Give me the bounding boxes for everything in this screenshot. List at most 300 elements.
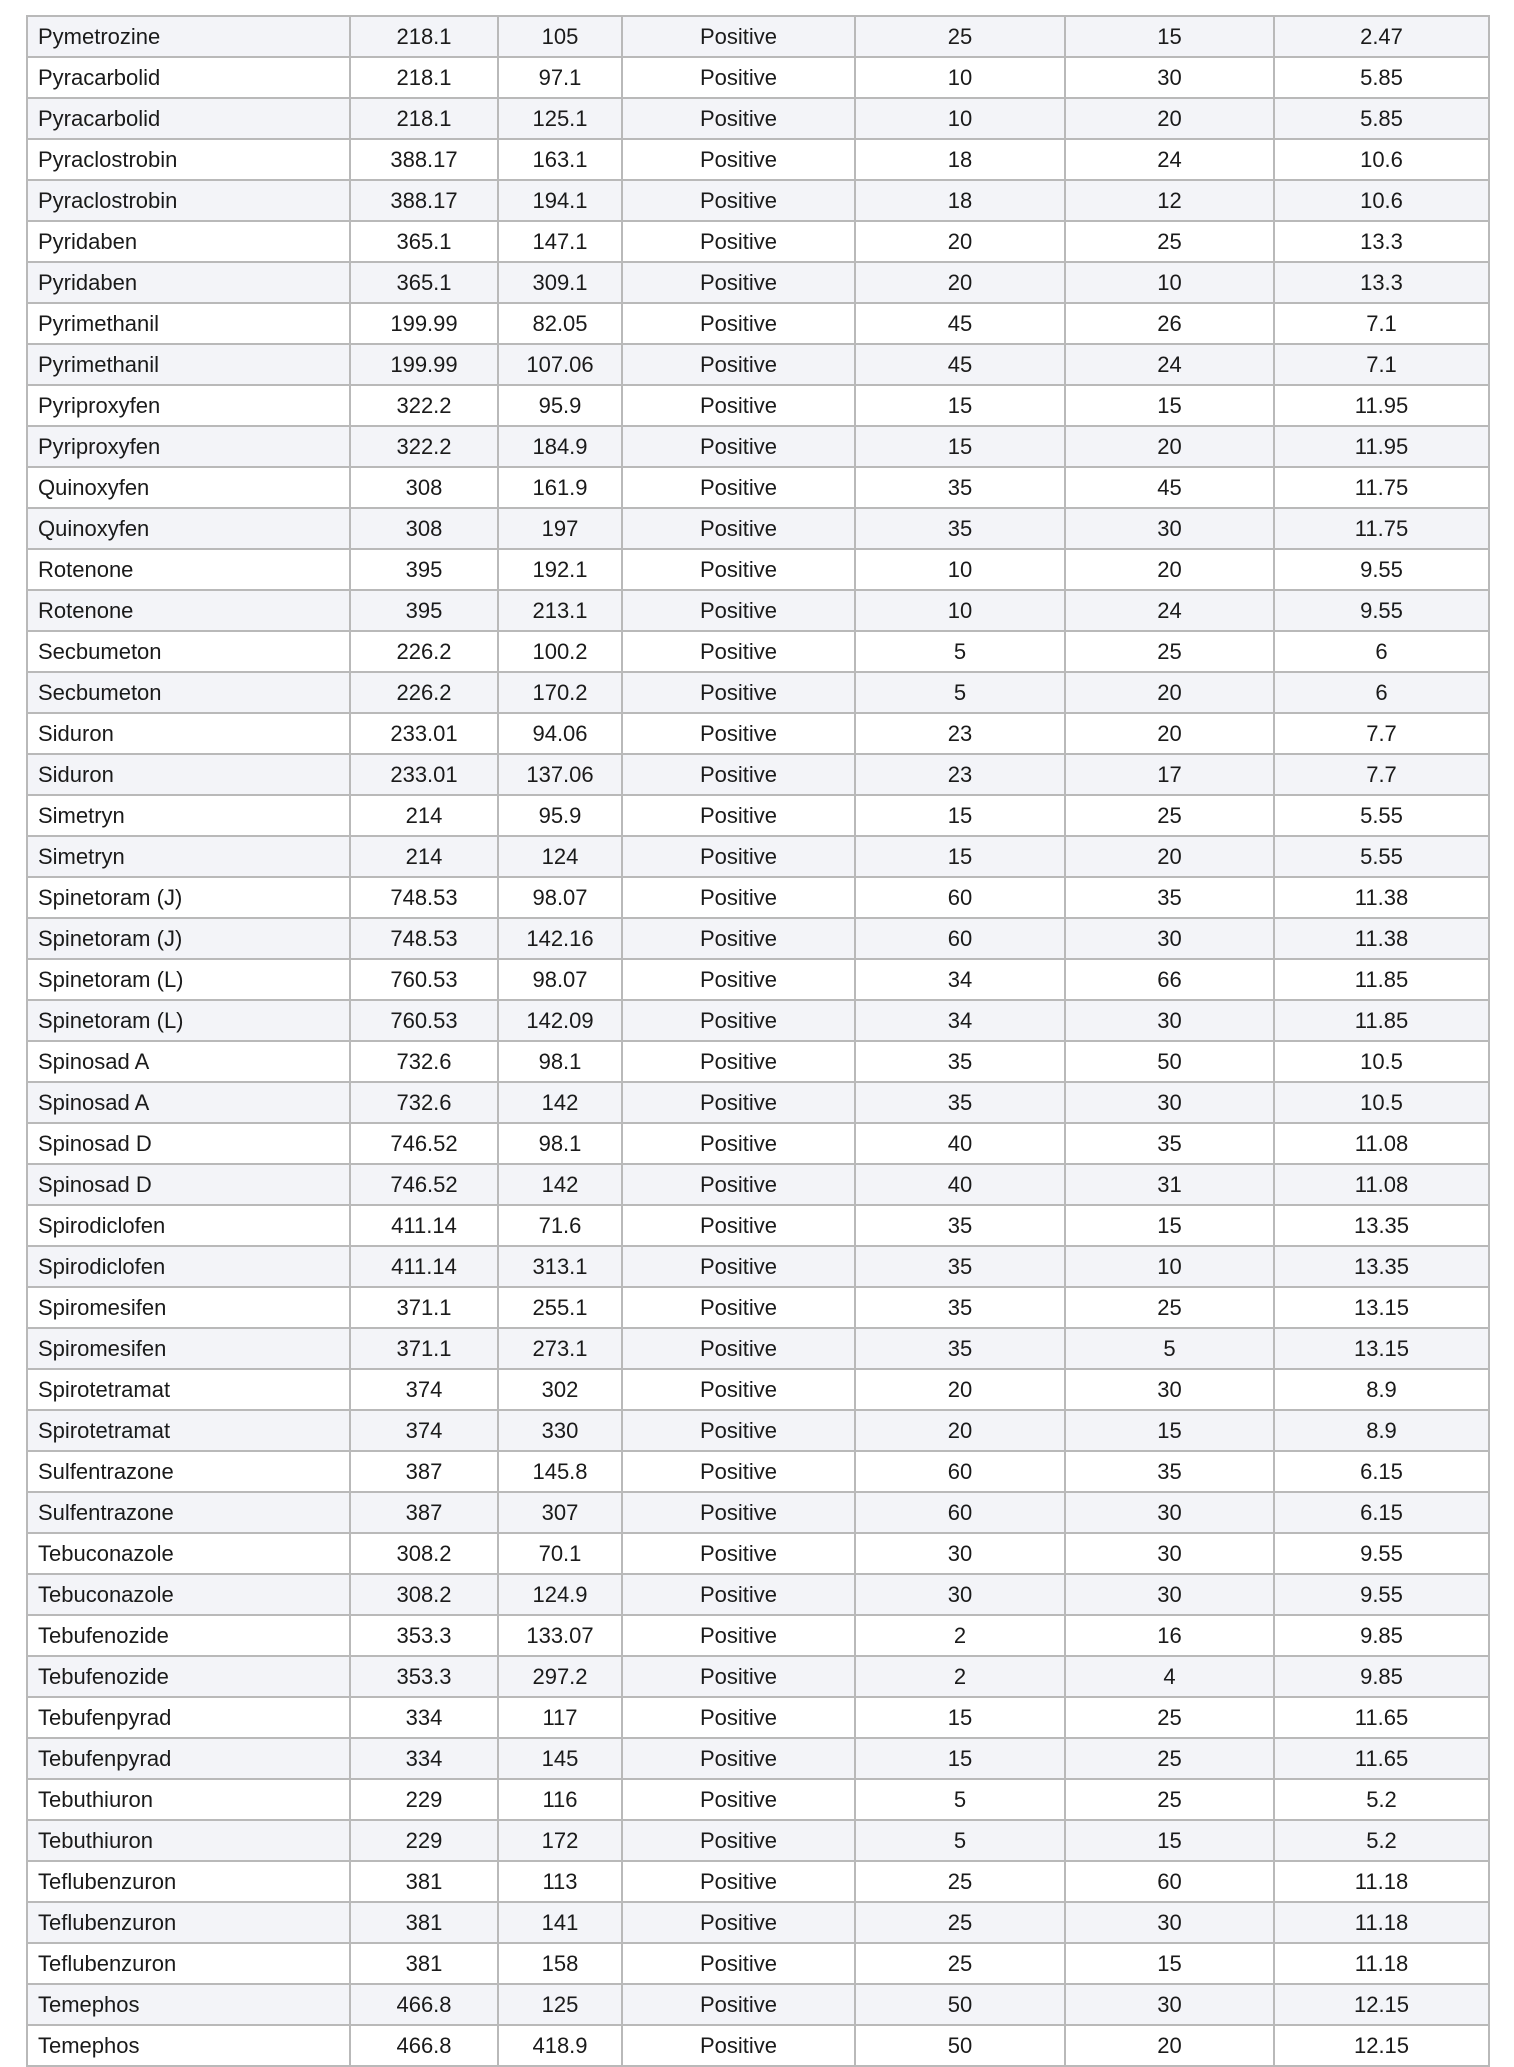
- table-row: [27, 221, 1489, 262]
- retention-time-cell: 11.08: [1274, 1123, 1489, 1164]
- collision-energy-cell: 45: [1065, 467, 1274, 508]
- polarity-cell: Positive: [622, 16, 855, 57]
- precursor-ion-cell: 226.2: [350, 631, 498, 672]
- retention-time-cell: 12.15: [1274, 2025, 1489, 2066]
- product-ion-cell: 98.07: [498, 959, 622, 1000]
- collision-energy-cell: 25: [1065, 221, 1274, 262]
- product-ion-cell: 95.9: [498, 795, 622, 836]
- compound-name-cell: Tebuthiuron: [27, 1820, 350, 1861]
- collision-energy-cell: 15: [1065, 1410, 1274, 1451]
- table-row: [27, 1697, 1489, 1738]
- precursor-ion-cell: 411.14: [350, 1205, 498, 1246]
- compound-name-cell: Pyriproxyfen: [27, 426, 350, 467]
- retention-time-cell: 5.55: [1274, 836, 1489, 877]
- collision-energy-cell: 30: [1065, 1574, 1274, 1615]
- collision-energy-cell: 20: [1065, 672, 1274, 713]
- polarity-cell: Positive: [622, 426, 855, 467]
- polarity-cell: Positive: [622, 1902, 855, 1943]
- collision-energy-cell: 20: [1065, 426, 1274, 467]
- product-ion-cell: 172: [498, 1820, 622, 1861]
- fragmentor-cell: 30: [855, 1574, 1065, 1615]
- precursor-ion-cell: 371.1: [350, 1328, 498, 1369]
- fragmentor-cell: 34: [855, 1000, 1065, 1041]
- retention-time-cell: 13.3: [1274, 221, 1489, 262]
- precursor-ion-cell: 308.2: [350, 1574, 498, 1615]
- fragmentor-cell: 50: [855, 2025, 1065, 2066]
- compound-name-cell: Simetryn: [27, 795, 350, 836]
- retention-time-cell: 9.55: [1274, 590, 1489, 631]
- fragmentor-cell: 15: [855, 1697, 1065, 1738]
- product-ion-cell: 145: [498, 1738, 622, 1779]
- product-ion-cell: 105: [498, 16, 622, 57]
- precursor-ion-cell: 371.1: [350, 1287, 498, 1328]
- compound-name-cell: Pyraclostrobin: [27, 139, 350, 180]
- fragmentor-cell: 40: [855, 1123, 1065, 1164]
- compound-name-cell: Pyrimethanil: [27, 303, 350, 344]
- table-row: [27, 1369, 1489, 1410]
- polarity-cell: Positive: [622, 549, 855, 590]
- fragmentor-cell: 5: [855, 1779, 1065, 1820]
- table-row: [27, 385, 1489, 426]
- table-row: [27, 1205, 1489, 1246]
- polarity-cell: Positive: [622, 98, 855, 139]
- retention-time-cell: 13.15: [1274, 1328, 1489, 1369]
- table-row: [27, 1820, 1489, 1861]
- precursor-ion-cell: 395: [350, 549, 498, 590]
- table-row: [27, 590, 1489, 631]
- retention-time-cell: 2.47: [1274, 16, 1489, 57]
- product-ion-cell: 142: [498, 1164, 622, 1205]
- table-row: [27, 139, 1489, 180]
- product-ion-cell: 125.1: [498, 98, 622, 139]
- precursor-ion-cell: 214: [350, 795, 498, 836]
- retention-time-cell: 11.38: [1274, 877, 1489, 918]
- retention-time-cell: 5.2: [1274, 1820, 1489, 1861]
- table-row: [27, 16, 1489, 57]
- table-row: [27, 918, 1489, 959]
- table-row: [27, 57, 1489, 98]
- table-row: [27, 1492, 1489, 1533]
- polarity-cell: Positive: [622, 672, 855, 713]
- table-row: [27, 2025, 1489, 2066]
- precursor-ion-cell: 411.14: [350, 1246, 498, 1287]
- collision-energy-cell: 30: [1065, 1000, 1274, 1041]
- retention-time-cell: 11.95: [1274, 385, 1489, 426]
- retention-time-cell: 11.75: [1274, 467, 1489, 508]
- polarity-cell: Positive: [622, 1123, 855, 1164]
- product-ion-cell: 125: [498, 1984, 622, 2025]
- table-row: [27, 754, 1489, 795]
- product-ion-cell: 170.2: [498, 672, 622, 713]
- retention-time-cell: 7.7: [1274, 754, 1489, 795]
- precursor-ion-cell: 218.1: [350, 16, 498, 57]
- retention-time-cell: 5.55: [1274, 795, 1489, 836]
- table-row: [27, 1533, 1489, 1574]
- polarity-cell: Positive: [622, 754, 855, 795]
- compound-name-cell: Pyridaben: [27, 262, 350, 303]
- fragmentor-cell: 35: [855, 1082, 1065, 1123]
- compound-name-cell: Pyraclostrobin: [27, 180, 350, 221]
- retention-time-cell: 11.75: [1274, 508, 1489, 549]
- polarity-cell: Positive: [622, 1328, 855, 1369]
- fragmentor-cell: 10: [855, 57, 1065, 98]
- product-ion-cell: 302: [498, 1369, 622, 1410]
- fragmentor-cell: 10: [855, 590, 1065, 631]
- precursor-ion-cell: 334: [350, 1697, 498, 1738]
- polarity-cell: Positive: [622, 1984, 855, 2025]
- retention-time-cell: 11.95: [1274, 426, 1489, 467]
- collision-energy-cell: 15: [1065, 1205, 1274, 1246]
- table-row: [27, 1082, 1489, 1123]
- fragmentor-cell: 34: [855, 959, 1065, 1000]
- product-ion-cell: 297.2: [498, 1656, 622, 1697]
- compound-name-cell: Tebufenozide: [27, 1656, 350, 1697]
- retention-time-cell: 8.9: [1274, 1410, 1489, 1451]
- product-ion-cell: 117: [498, 1697, 622, 1738]
- fragmentor-cell: 23: [855, 754, 1065, 795]
- table-row: [27, 1656, 1489, 1697]
- fragmentor-cell: 5: [855, 1820, 1065, 1861]
- collision-energy-cell: 15: [1065, 1943, 1274, 1984]
- compound-name-cell: Simetryn: [27, 836, 350, 877]
- table-row: [27, 1861, 1489, 1902]
- table-row: [27, 1943, 1489, 1984]
- precursor-ion-cell: 233.01: [350, 754, 498, 795]
- precursor-ion-cell: 760.53: [350, 1000, 498, 1041]
- polarity-cell: Positive: [622, 303, 855, 344]
- table-row: [27, 877, 1489, 918]
- polarity-cell: Positive: [622, 713, 855, 754]
- fragmentor-cell: 40: [855, 1164, 1065, 1205]
- precursor-ion-cell: 732.6: [350, 1082, 498, 1123]
- precursor-ion-cell: 229: [350, 1820, 498, 1861]
- collision-energy-cell: 4: [1065, 1656, 1274, 1697]
- precursor-ion-cell: 308: [350, 467, 498, 508]
- table-row: [27, 1779, 1489, 1820]
- product-ion-cell: 184.9: [498, 426, 622, 467]
- table-row: [27, 1738, 1489, 1779]
- fragmentor-cell: 35: [855, 1246, 1065, 1287]
- compound-name-cell: Spinosad A: [27, 1082, 350, 1123]
- precursor-ion-cell: 308.2: [350, 1533, 498, 1574]
- product-ion-cell: 142.16: [498, 918, 622, 959]
- collision-energy-cell: 60: [1065, 1861, 1274, 1902]
- retention-time-cell: 5.2: [1274, 1779, 1489, 1820]
- polarity-cell: Positive: [622, 1287, 855, 1328]
- retention-time-cell: 6.15: [1274, 1451, 1489, 1492]
- product-ion-cell: 309.1: [498, 262, 622, 303]
- fragmentor-cell: 20: [855, 1410, 1065, 1451]
- collision-energy-cell: 25: [1065, 1287, 1274, 1328]
- precursor-ion-cell: 199.99: [350, 344, 498, 385]
- collision-energy-cell: 24: [1065, 590, 1274, 631]
- compound-name-cell: Quinoxyfen: [27, 467, 350, 508]
- collision-energy-cell: 20: [1065, 713, 1274, 754]
- fragmentor-cell: 5: [855, 672, 1065, 713]
- precursor-ion-cell: 760.53: [350, 959, 498, 1000]
- fragmentor-cell: 15: [855, 426, 1065, 467]
- compound-name-cell: Pyridaben: [27, 221, 350, 262]
- fragmentor-cell: 15: [855, 1738, 1065, 1779]
- retention-time-cell: 5.85: [1274, 57, 1489, 98]
- table-row: [27, 1123, 1489, 1164]
- fragmentor-cell: 35: [855, 508, 1065, 549]
- polarity-cell: Positive: [622, 180, 855, 221]
- polarity-cell: Positive: [622, 1943, 855, 1984]
- polarity-cell: Positive: [622, 631, 855, 672]
- product-ion-cell: 116: [498, 1779, 622, 1820]
- precursor-ion-cell: 214: [350, 836, 498, 877]
- product-ion-cell: 133.07: [498, 1615, 622, 1656]
- precursor-ion-cell: 732.6: [350, 1041, 498, 1082]
- fragmentor-cell: 60: [855, 1451, 1065, 1492]
- precursor-ion-cell: 748.53: [350, 877, 498, 918]
- precursor-ion-cell: 388.17: [350, 180, 498, 221]
- fragmentor-cell: 23: [855, 713, 1065, 754]
- collision-energy-cell: 66: [1065, 959, 1274, 1000]
- product-ion-cell: 98.1: [498, 1123, 622, 1164]
- collision-energy-cell: 26: [1065, 303, 1274, 344]
- polarity-cell: Positive: [622, 1533, 855, 1574]
- retention-time-cell: 7.7: [1274, 713, 1489, 754]
- collision-energy-cell: 30: [1065, 1082, 1274, 1123]
- compound-name-cell: Pyrimethanil: [27, 344, 350, 385]
- compound-name-cell: Secbumeton: [27, 672, 350, 713]
- table-row: [27, 1287, 1489, 1328]
- compound-name-cell: Tebufenpyrad: [27, 1697, 350, 1738]
- table-row: [27, 467, 1489, 508]
- product-ion-cell: 163.1: [498, 139, 622, 180]
- product-ion-cell: 124.9: [498, 1574, 622, 1615]
- polarity-cell: Positive: [622, 262, 855, 303]
- compound-name-cell: Spinosad D: [27, 1164, 350, 1205]
- product-ion-cell: 94.06: [498, 713, 622, 754]
- collision-energy-cell: 10: [1065, 262, 1274, 303]
- product-ion-cell: 307: [498, 1492, 622, 1533]
- product-ion-cell: 98.07: [498, 877, 622, 918]
- product-ion-cell: 124: [498, 836, 622, 877]
- table-row: [27, 508, 1489, 549]
- precursor-ion-cell: 353.3: [350, 1656, 498, 1697]
- table-row: [27, 1164, 1489, 1205]
- product-ion-cell: 145.8: [498, 1451, 622, 1492]
- retention-time-cell: 11.38: [1274, 918, 1489, 959]
- compound-name-cell: Teflubenzuron: [27, 1943, 350, 1984]
- compound-name-cell: Siduron: [27, 754, 350, 795]
- retention-time-cell: 10.6: [1274, 139, 1489, 180]
- product-ion-cell: 197: [498, 508, 622, 549]
- table-row: [27, 1000, 1489, 1041]
- precursor-ion-cell: 365.1: [350, 262, 498, 303]
- table-row: [27, 262, 1489, 303]
- fragmentor-cell: 10: [855, 549, 1065, 590]
- precursor-ion-cell: 746.52: [350, 1164, 498, 1205]
- polarity-cell: Positive: [622, 1574, 855, 1615]
- fragmentor-cell: 45: [855, 344, 1065, 385]
- compound-name-cell: Spirodiclofen: [27, 1205, 350, 1246]
- table-row: [27, 344, 1489, 385]
- collision-energy-cell: 20: [1065, 98, 1274, 139]
- collision-energy-cell: 24: [1065, 139, 1274, 180]
- product-ion-cell: 100.2: [498, 631, 622, 672]
- precursor-ion-cell: 334: [350, 1738, 498, 1779]
- product-ion-cell: 161.9: [498, 467, 622, 508]
- table-row: [27, 98, 1489, 139]
- fragmentor-cell: 2: [855, 1615, 1065, 1656]
- compound-name-cell: Pyriproxyfen: [27, 385, 350, 426]
- compound-name-cell: Sulfentrazone: [27, 1492, 350, 1533]
- retention-time-cell: 7.1: [1274, 344, 1489, 385]
- fragmentor-cell: 25: [855, 1861, 1065, 1902]
- table-row: [27, 1328, 1489, 1369]
- table-row: [27, 1410, 1489, 1451]
- polarity-cell: Positive: [622, 1697, 855, 1738]
- collision-energy-cell: 25: [1065, 795, 1274, 836]
- polarity-cell: Positive: [622, 1082, 855, 1123]
- fragmentor-cell: 35: [855, 1328, 1065, 1369]
- precursor-ion-cell: 233.01: [350, 713, 498, 754]
- table-row: [27, 426, 1489, 467]
- compound-name-cell: Spirotetramat: [27, 1410, 350, 1451]
- polarity-cell: Positive: [622, 1861, 855, 1902]
- compound-name-cell: Spinetoram (L): [27, 1000, 350, 1041]
- product-ion-cell: 82.05: [498, 303, 622, 344]
- compound-name-cell: Pyracarbolid: [27, 98, 350, 139]
- retention-time-cell: 13.35: [1274, 1205, 1489, 1246]
- fragmentor-cell: 18: [855, 180, 1065, 221]
- polarity-cell: Positive: [622, 1738, 855, 1779]
- product-ion-cell: 71.6: [498, 1205, 622, 1246]
- fragmentor-cell: 25: [855, 1943, 1065, 1984]
- precursor-ion-cell: 381: [350, 1861, 498, 1902]
- fragmentor-cell: 25: [855, 1902, 1065, 1943]
- fragmentor-cell: 35: [855, 1205, 1065, 1246]
- compound-name-cell: Spinosad D: [27, 1123, 350, 1164]
- collision-energy-cell: 25: [1065, 1738, 1274, 1779]
- compound-name-cell: Quinoxyfen: [27, 508, 350, 549]
- fragmentor-cell: 5: [855, 631, 1065, 672]
- retention-time-cell: 11.18: [1274, 1943, 1489, 1984]
- compound-name-cell: Temephos: [27, 2025, 350, 2066]
- precursor-ion-cell: 466.8: [350, 1984, 498, 2025]
- compound-name-cell: Rotenone: [27, 590, 350, 631]
- precursor-ion-cell: 381: [350, 1902, 498, 1943]
- fragmentor-cell: 10: [855, 98, 1065, 139]
- polarity-cell: Positive: [622, 1615, 855, 1656]
- fragmentor-cell: 25: [855, 16, 1065, 57]
- compound-name-cell: Spirodiclofen: [27, 1246, 350, 1287]
- collision-energy-cell: 35: [1065, 877, 1274, 918]
- polarity-cell: Positive: [622, 1656, 855, 1697]
- collision-energy-cell: 15: [1065, 1820, 1274, 1861]
- product-ion-cell: 70.1: [498, 1533, 622, 1574]
- retention-time-cell: 8.9: [1274, 1369, 1489, 1410]
- polarity-cell: Positive: [622, 1041, 855, 1082]
- table-row: [27, 1902, 1489, 1943]
- table-row: [27, 303, 1489, 344]
- collision-energy-cell: 10: [1065, 1246, 1274, 1287]
- compound-name-cell: Secbumeton: [27, 631, 350, 672]
- product-ion-cell: 194.1: [498, 180, 622, 221]
- polarity-cell: Positive: [622, 1820, 855, 1861]
- compound-name-cell: Spiromesifen: [27, 1328, 350, 1369]
- compound-name-cell: Spiromesifen: [27, 1287, 350, 1328]
- collision-energy-cell: 15: [1065, 385, 1274, 426]
- collision-energy-cell: 30: [1065, 1984, 1274, 2025]
- table-row: [27, 1615, 1489, 1656]
- polarity-cell: Positive: [622, 221, 855, 262]
- polarity-cell: Positive: [622, 2025, 855, 2066]
- polarity-cell: Positive: [622, 590, 855, 631]
- fragmentor-cell: 35: [855, 1287, 1065, 1328]
- precursor-ion-cell: 387: [350, 1451, 498, 1492]
- fragmentor-cell: 20: [855, 262, 1065, 303]
- data-table-container: [26, 15, 1488, 2067]
- polarity-cell: Positive: [622, 1410, 855, 1451]
- retention-time-cell: 10.5: [1274, 1082, 1489, 1123]
- retention-time-cell: 13.3: [1274, 262, 1489, 303]
- precursor-ion-cell: 199.99: [350, 303, 498, 344]
- table-row: [27, 631, 1489, 672]
- fragmentor-cell: 45: [855, 303, 1065, 344]
- collision-energy-cell: 30: [1065, 57, 1274, 98]
- fragmentor-cell: 15: [855, 795, 1065, 836]
- retention-time-cell: 9.85: [1274, 1656, 1489, 1697]
- retention-time-cell: 6.15: [1274, 1492, 1489, 1533]
- polarity-cell: Positive: [622, 1164, 855, 1205]
- fragmentor-cell: 20: [855, 1369, 1065, 1410]
- product-ion-cell: 142.09: [498, 1000, 622, 1041]
- compound-name-cell: Tebufenozide: [27, 1615, 350, 1656]
- collision-energy-cell: 30: [1065, 1902, 1274, 1943]
- table-row: [27, 836, 1489, 877]
- product-ion-cell: 147.1: [498, 221, 622, 262]
- polarity-cell: Positive: [622, 1246, 855, 1287]
- product-ion-cell: 313.1: [498, 1246, 622, 1287]
- collision-energy-cell: 20: [1065, 549, 1274, 590]
- fragmentor-cell: 18: [855, 139, 1065, 180]
- precursor-ion-cell: 381: [350, 1943, 498, 1984]
- retention-time-cell: 13.15: [1274, 1287, 1489, 1328]
- polarity-cell: Positive: [622, 139, 855, 180]
- compound-table: [26, 15, 1490, 2067]
- compound-name-cell: Spinetoram (J): [27, 918, 350, 959]
- retention-time-cell: 13.35: [1274, 1246, 1489, 1287]
- table-row: [27, 1041, 1489, 1082]
- compound-name-cell: Tebufenpyrad: [27, 1738, 350, 1779]
- precursor-ion-cell: 748.53: [350, 918, 498, 959]
- fragmentor-cell: 15: [855, 836, 1065, 877]
- polarity-cell: Positive: [622, 1205, 855, 1246]
- polarity-cell: Positive: [622, 1451, 855, 1492]
- product-ion-cell: 418.9: [498, 2025, 622, 2066]
- compound-name-cell: Tebuconazole: [27, 1533, 350, 1574]
- compound-name-cell: Spinetoram (J): [27, 877, 350, 918]
- retention-time-cell: 10.6: [1274, 180, 1489, 221]
- product-ion-cell: 113: [498, 1861, 622, 1902]
- table-row: [27, 180, 1489, 221]
- polarity-cell: Positive: [622, 1369, 855, 1410]
- retention-time-cell: 11.08: [1274, 1164, 1489, 1205]
- fragmentor-cell: 60: [855, 877, 1065, 918]
- collision-energy-cell: 25: [1065, 1697, 1274, 1738]
- compound-name-cell: Sulfentrazone: [27, 1451, 350, 1492]
- table-row: [27, 1574, 1489, 1615]
- retention-time-cell: 9.85: [1274, 1615, 1489, 1656]
- retention-time-cell: 6: [1274, 672, 1489, 713]
- collision-energy-cell: 20: [1065, 2025, 1274, 2066]
- table-row: [27, 713, 1489, 754]
